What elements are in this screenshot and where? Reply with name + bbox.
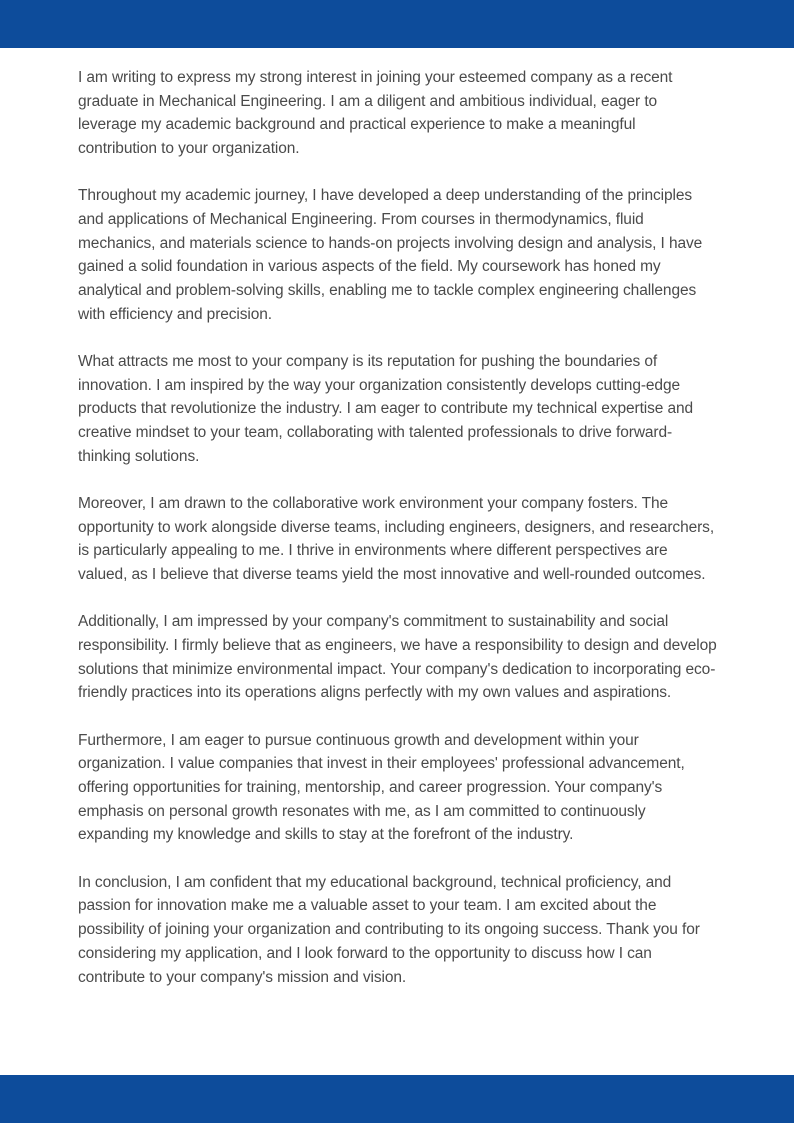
header-band (0, 0, 794, 48)
paragraph-sustainability: Additionally, I am impressed by your company's commitment to sustainability and social responsibility. I firmly believe that as engineers, we have a responsibility to design and develop solutions that minimize environmental impact. Your company's dedication to incorporating eco-friendly practices into its operations aligns perfectly with my own values and aspirations. (78, 613, 717, 702)
paragraph-company-innovation: What attracts me most to your company is its reputation for pushing the boundaries of innovation. I am inspired by the way your organization consistently develops cutting-edge products that revolutionize the industry. I am eager to contribute my technical expertise and creative mindset to your team, collaborating with talented professionals to drive forward-thinking solutions. (78, 353, 694, 465)
letter-body (78, 66, 718, 1013)
paragraph-conclusion: In conclusion, I am confident that my educational background, technical proficiency, and passion for innovation make me a valuable asset to your team. I am excited about the possibility of joining your organization and contributing to its ongoing success. Thank you for considering my application, and I look forward to the opportunity to discuss how I can contribute to your company's mission and vision. (78, 873, 700, 986)
paragraph-intro: I am writing to express my strong interest in joining your esteemed company as a recent graduate in Mechanical Engineering. I am a diligent and ambitious individual, eager to leverage my academic background and practical experience to make a meaningful contribution to your organization. (78, 69, 673, 158)
footer-band (0, 1075, 794, 1123)
paragraph-collaboration: Moreover, I am drawn to the collaborative work environment your company fosters. The opportunity to work alongside diverse teams, including engineers, designers, and researchers, is particularly appealing to me. I thrive in environments where different perspectives are valued, as I believe that diverse teams yield the most innovative and well-rounded outcomes. (78, 495, 715, 584)
paragraph-academic-journey: Throughout my academic journey, I have developed a deep understanding of the principles and applications of Mechanical Engineering. From courses in thermodynamics, fluid mechanics, and materials science to hands-on projects involving design and analysis, I have gained a solid foundation in various aspects of the field. My coursework has honed my analytical and problem-solving skills, enabling me to tackle complex engineering challenges with efficiency and precision. (78, 187, 703, 323)
paragraph-growth: Furthermore, I am eager to pursue continuous growth and development within your organization. I value companies that invest in their employees' professional advancement, offering opportunities for training, mentorship, and career progression. Your company's emphasis on personal growth resonates with me, as I am committed to continuously expanding my knowledge and skills to stay at the forefront of the industry. (78, 731, 685, 844)
